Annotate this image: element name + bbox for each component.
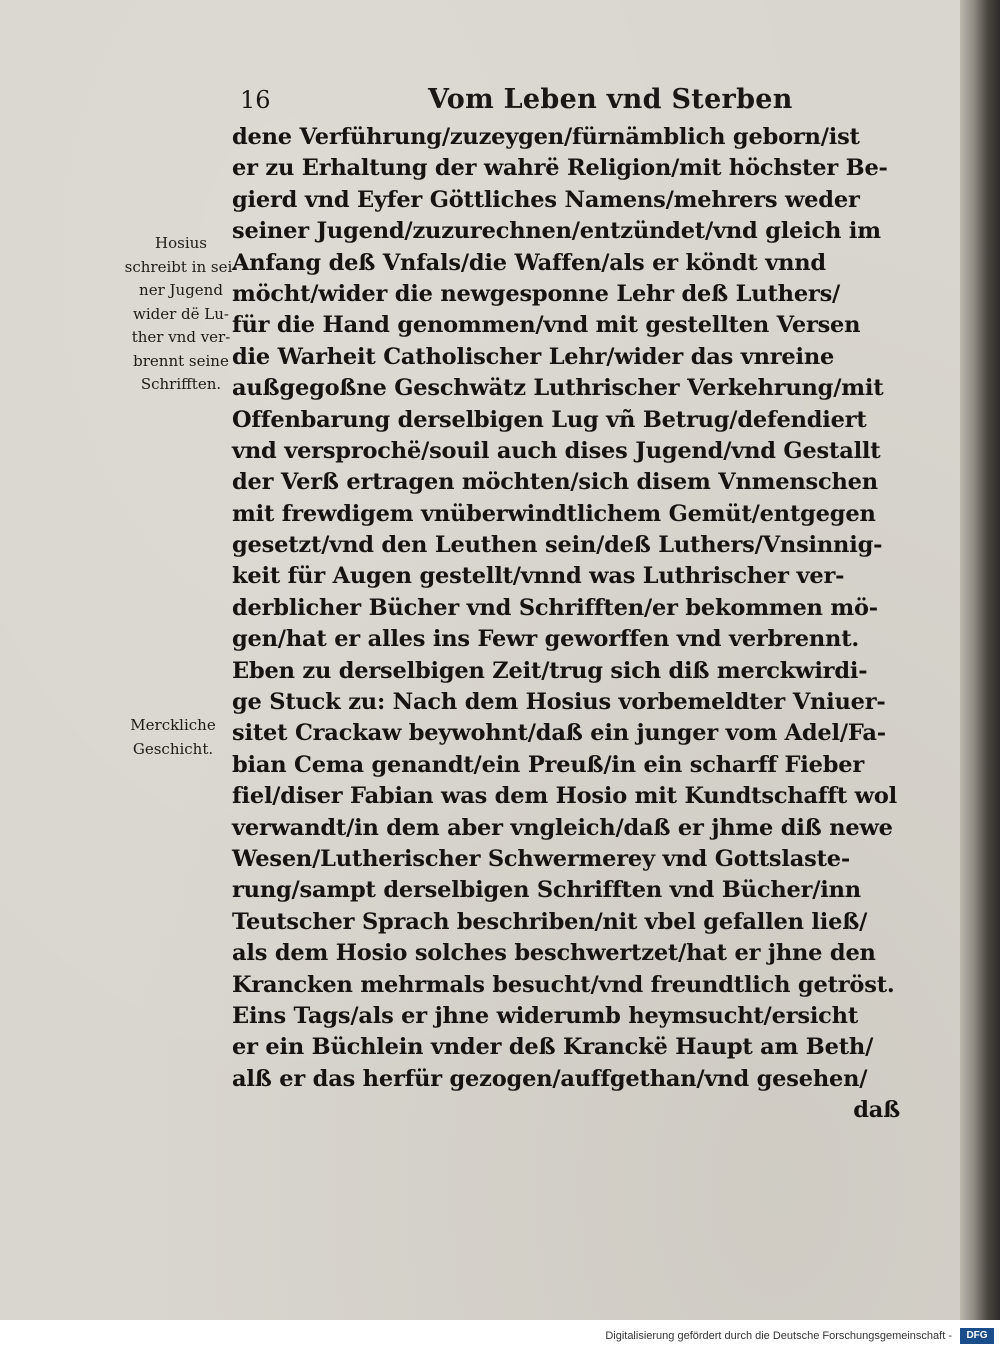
- text-line: bian Cema genandt/ein Preuß/in ein scharff Fieber: [232, 751, 865, 778]
- text-line: für die Hand genommen/vnd mit gestellten Versen: [232, 312, 861, 339]
- catchword: daß: [853, 1097, 900, 1124]
- page-edge: [960, 0, 1000, 1320]
- text-line: derblicher Bücher vnd Schrifften/er bekommen mö-: [232, 594, 878, 621]
- body-text: [232, 122, 912, 1127]
- text-line: rung/sampt derselbigen Schrifften vnd Bücher/inn: [232, 877, 861, 904]
- text-line: seiner Jugend/zuzurechnen/entzündet/vnd gleich im: [232, 218, 881, 245]
- text-line: Krancken mehrmals besucht/vnd freundtlich getröst.: [232, 971, 895, 998]
- text-line: vnd versprochë/souil auch dises Jugend/vnd Gestallt: [232, 437, 881, 464]
- text-line: außgegoßne Geschwätz Luthrischer Verkehrung/mit: [232, 375, 884, 402]
- text-line: die Warheit Catholischer Lehr/wider das vnreine: [232, 343, 835, 370]
- text-line: Teutscher Sprach beschriben/nit vbel gefallen ließ/: [232, 908, 868, 935]
- text-line: dene Verführung/zuzeygen/fürnämblich geborn/ist: [232, 124, 860, 150]
- margin-note-line: ther vnd ver-: [131, 328, 231, 346]
- text-line: keit für Augen gestellt/vnnd was Luthrischer ver-: [232, 563, 845, 590]
- text-line: Eben zu derselbigen Zeit/trug sich diß merckwirdi-: [232, 657, 868, 684]
- footer-bar: [0, 1320, 1000, 1354]
- text-line: mit frewdigem vnüberwindtlichem Gemüt/entgegen: [232, 500, 876, 527]
- margin-note-line: Schrifften.: [140, 375, 222, 393]
- text-line: möcht/wider die newgesponne Lehr deß Luthers/: [232, 280, 841, 307]
- text-line: er ein Büchlein vnder deß Kranckë Haupt am Beth/: [232, 1034, 874, 1061]
- text-line: verwandt/in dem aber vngleich/daß er jhme diß newe: [232, 814, 893, 841]
- text-line: gierd vnd Eyfer Göttliches Namens/mehrers weder: [232, 186, 860, 213]
- text-line: Wesen/Lutherischer Schwermerey vnd Gottslaste-: [232, 845, 851, 872]
- margin-note-line: Geschicht.: [132, 739, 214, 758]
- margin-note-line: Merckliche: [130, 716, 216, 734]
- text-line: sitet Crackaw beywohnt/daß ein junger vom Adel/Fa-: [232, 720, 886, 747]
- text-line: der Verß ertragen möchten/sich disem Vnmenschen: [232, 469, 878, 496]
- text-line: alß er das herfür gezogen/auffgethan/vnd gesehen/: [232, 1065, 868, 1092]
- running-head: Vom Leben vnd Sterben: [428, 84, 793, 115]
- text-line: Offenbarung derselbigen Lug vñ Betrug/defendiert: [232, 406, 867, 433]
- text-line: ge Stuck zu: Nach dem Hosius vorbemeldter Vniuer-: [232, 689, 886, 716]
- text-line: gen/hat er alles ins Fewr geworffen vnd verbrennt.: [232, 626, 860, 653]
- dfg-logo-icon: DFG: [960, 1328, 994, 1344]
- margin-note-line: ner Jugend: [139, 281, 223, 299]
- text-line: als dem Hosio solches beschwertzet/hat er jhne den: [232, 940, 876, 967]
- page-number: 16: [240, 86, 271, 114]
- margin-note-geschicht: [108, 714, 238, 761]
- text-line: Anfang deß Vnfals/die Waffen/als er köndt vnnd: [232, 249, 826, 276]
- text-line: Eins Tags/als er jhne widerumb heymsucht/ersicht: [232, 1002, 859, 1029]
- text-line: fiel/diser Fabian was dem Hosio mit Kundtschafft wol: [232, 783, 897, 810]
- margin-note-line: brennt seine: [133, 351, 229, 370]
- margin-note-line: wider dë Lu-: [133, 304, 229, 323]
- funding-credit: Digitalisierung gefördert durch die Deutsche Forschungsgemeinschaft -: [605, 1330, 952, 1342]
- margin-note-line: schreibt in sei-: [124, 257, 238, 276]
- margin-note-line: Hosius: [155, 234, 207, 252]
- text-line: er zu Erhaltung der wahrë Religion/mit höchster Be-: [232, 155, 888, 182]
- text-line: gesetzt/vnd den Leuthen sein/deß Luthers/Vnsinnig-: [232, 532, 883, 559]
- margin-note-hosius: [116, 232, 246, 397]
